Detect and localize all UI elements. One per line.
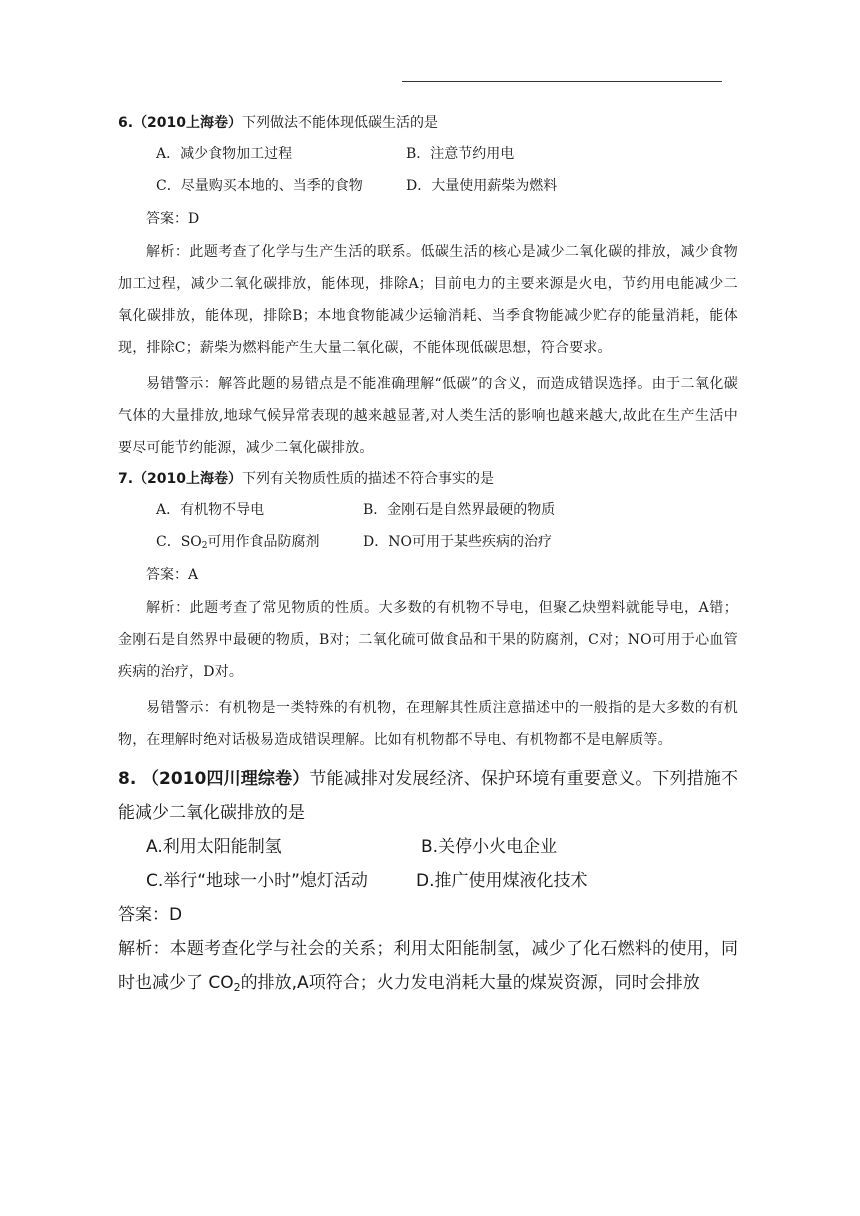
document-body xyxy=(118,108,738,1005)
option-d: D．大量使用薪柴为燃料 xyxy=(406,178,558,194)
analysis-part-b: 的排放,A项符合；火力发电消耗大量的煤炭资源，同时会排放 xyxy=(240,973,700,993)
question-source: （2010上海卷） xyxy=(133,471,243,487)
error-alert: 易错警示：有机物是一类特殊的有机物，在理解其性质注意描述中的一般指的是大多数的有机物，在理解时绝对话极易造成错误理解。比如有机物都不导电、有机物都不是电解质等。 xyxy=(118,700,738,748)
question-7-heading xyxy=(118,464,738,494)
question-source: （2010四川理综卷） xyxy=(141,769,310,789)
options-row xyxy=(118,170,738,202)
question-8-heading xyxy=(118,762,738,830)
analysis: 解析：此题考查了常见物质的性质。大多数的有机物不导电，但聚乙炔塑料就能导电，A错；金刚石是自然界中最硬的物质，B对；二氧化硫可做食品和干果的防腐剂，C对；NO可用于心血管疾病的治疗，D对。 xyxy=(118,600,738,680)
question-6-heading xyxy=(118,108,738,138)
option-c-suffix: 可用作食品防腐剂 xyxy=(207,534,320,550)
question-number: 8. xyxy=(118,769,137,789)
question-stem: 节能减排对发展经济、保护环境有重要意义。下列措施不能减少二氧化碳排放的是 xyxy=(118,769,739,823)
option-a: A．减少食物加工过程 xyxy=(156,146,293,162)
question-stem: 下列有关物质性质的描述不符合事实的是 xyxy=(242,471,495,487)
question-number: 6. xyxy=(118,115,134,131)
subscript: 2 xyxy=(233,981,241,994)
question-7 xyxy=(118,464,738,756)
question-source: （2010上海卷） xyxy=(133,115,243,131)
option-c xyxy=(156,526,363,558)
option-c-prefix: C．SO xyxy=(156,534,202,550)
options-row xyxy=(118,526,738,558)
answer: 答案：D xyxy=(146,211,200,227)
answer: 答案：A xyxy=(146,567,199,583)
analysis xyxy=(118,932,738,1005)
option-d: D．NO可用于某些疾病的治疗 xyxy=(363,534,552,550)
option-b: B．金刚石是自然界最硬的物质 xyxy=(363,502,556,518)
analysis-part-a: 解析：本题考查化学与社会的关系；利用太阳能制氢，减少了化石燃料的使用，同时也减少了 CO xyxy=(118,939,738,993)
options-row xyxy=(118,830,738,864)
option-a: A.利用太阳能制氢 xyxy=(146,837,282,857)
option-c: C．尽量购买本地的、当季的食物 xyxy=(156,178,363,194)
option-b: B．注意节约用电 xyxy=(406,146,515,162)
header-rule xyxy=(402,81,722,82)
subscript: 2 xyxy=(201,541,208,551)
question-number: 7. xyxy=(118,471,134,487)
question-6 xyxy=(118,108,738,464)
question-stem: 下列做法不能体现低碳生活的是 xyxy=(242,115,439,131)
option-c: C.举行“地球一小时”熄灯活动 xyxy=(146,871,368,891)
option-a: A．有机物不导电 xyxy=(156,502,265,518)
error-alert: 易错警示：解答此题的易错点是不能准确理解“低碳”的含义，而造成错误选择。由于二氧化碳气体的大量排放,地球气候异常表现的越来越显著,对人类生活的影响也越来越大,故此在生产生活中要尽可能节约能源，减少二氧化碳排放。 xyxy=(118,376,738,456)
answer: 答案：D xyxy=(118,905,183,925)
options-row xyxy=(118,494,738,526)
option-b: B.关停小火电企业 xyxy=(421,837,558,857)
options-row xyxy=(118,864,738,898)
question-8 xyxy=(118,762,738,1005)
analysis: 解析：此题考查了化学与生产生活的联系。低碳生活的核心是减少二氧化碳的排放，减少食物加工过程，减少二氧化碳排放，能体现，排除A；目前电力的主要来源是火电，节约用电能减少二氧化碳排放，能体现，排除B；本地食物能减少运输消耗、当季食物能减少贮存的能量消耗，能体现，排除C；薪柴为燃料能产生大量二氧化碳，不能体现低碳思想，符合要求。 xyxy=(118,244,738,356)
option-d: D.推广使用煤液化技术 xyxy=(416,871,588,891)
options-row xyxy=(118,138,738,170)
